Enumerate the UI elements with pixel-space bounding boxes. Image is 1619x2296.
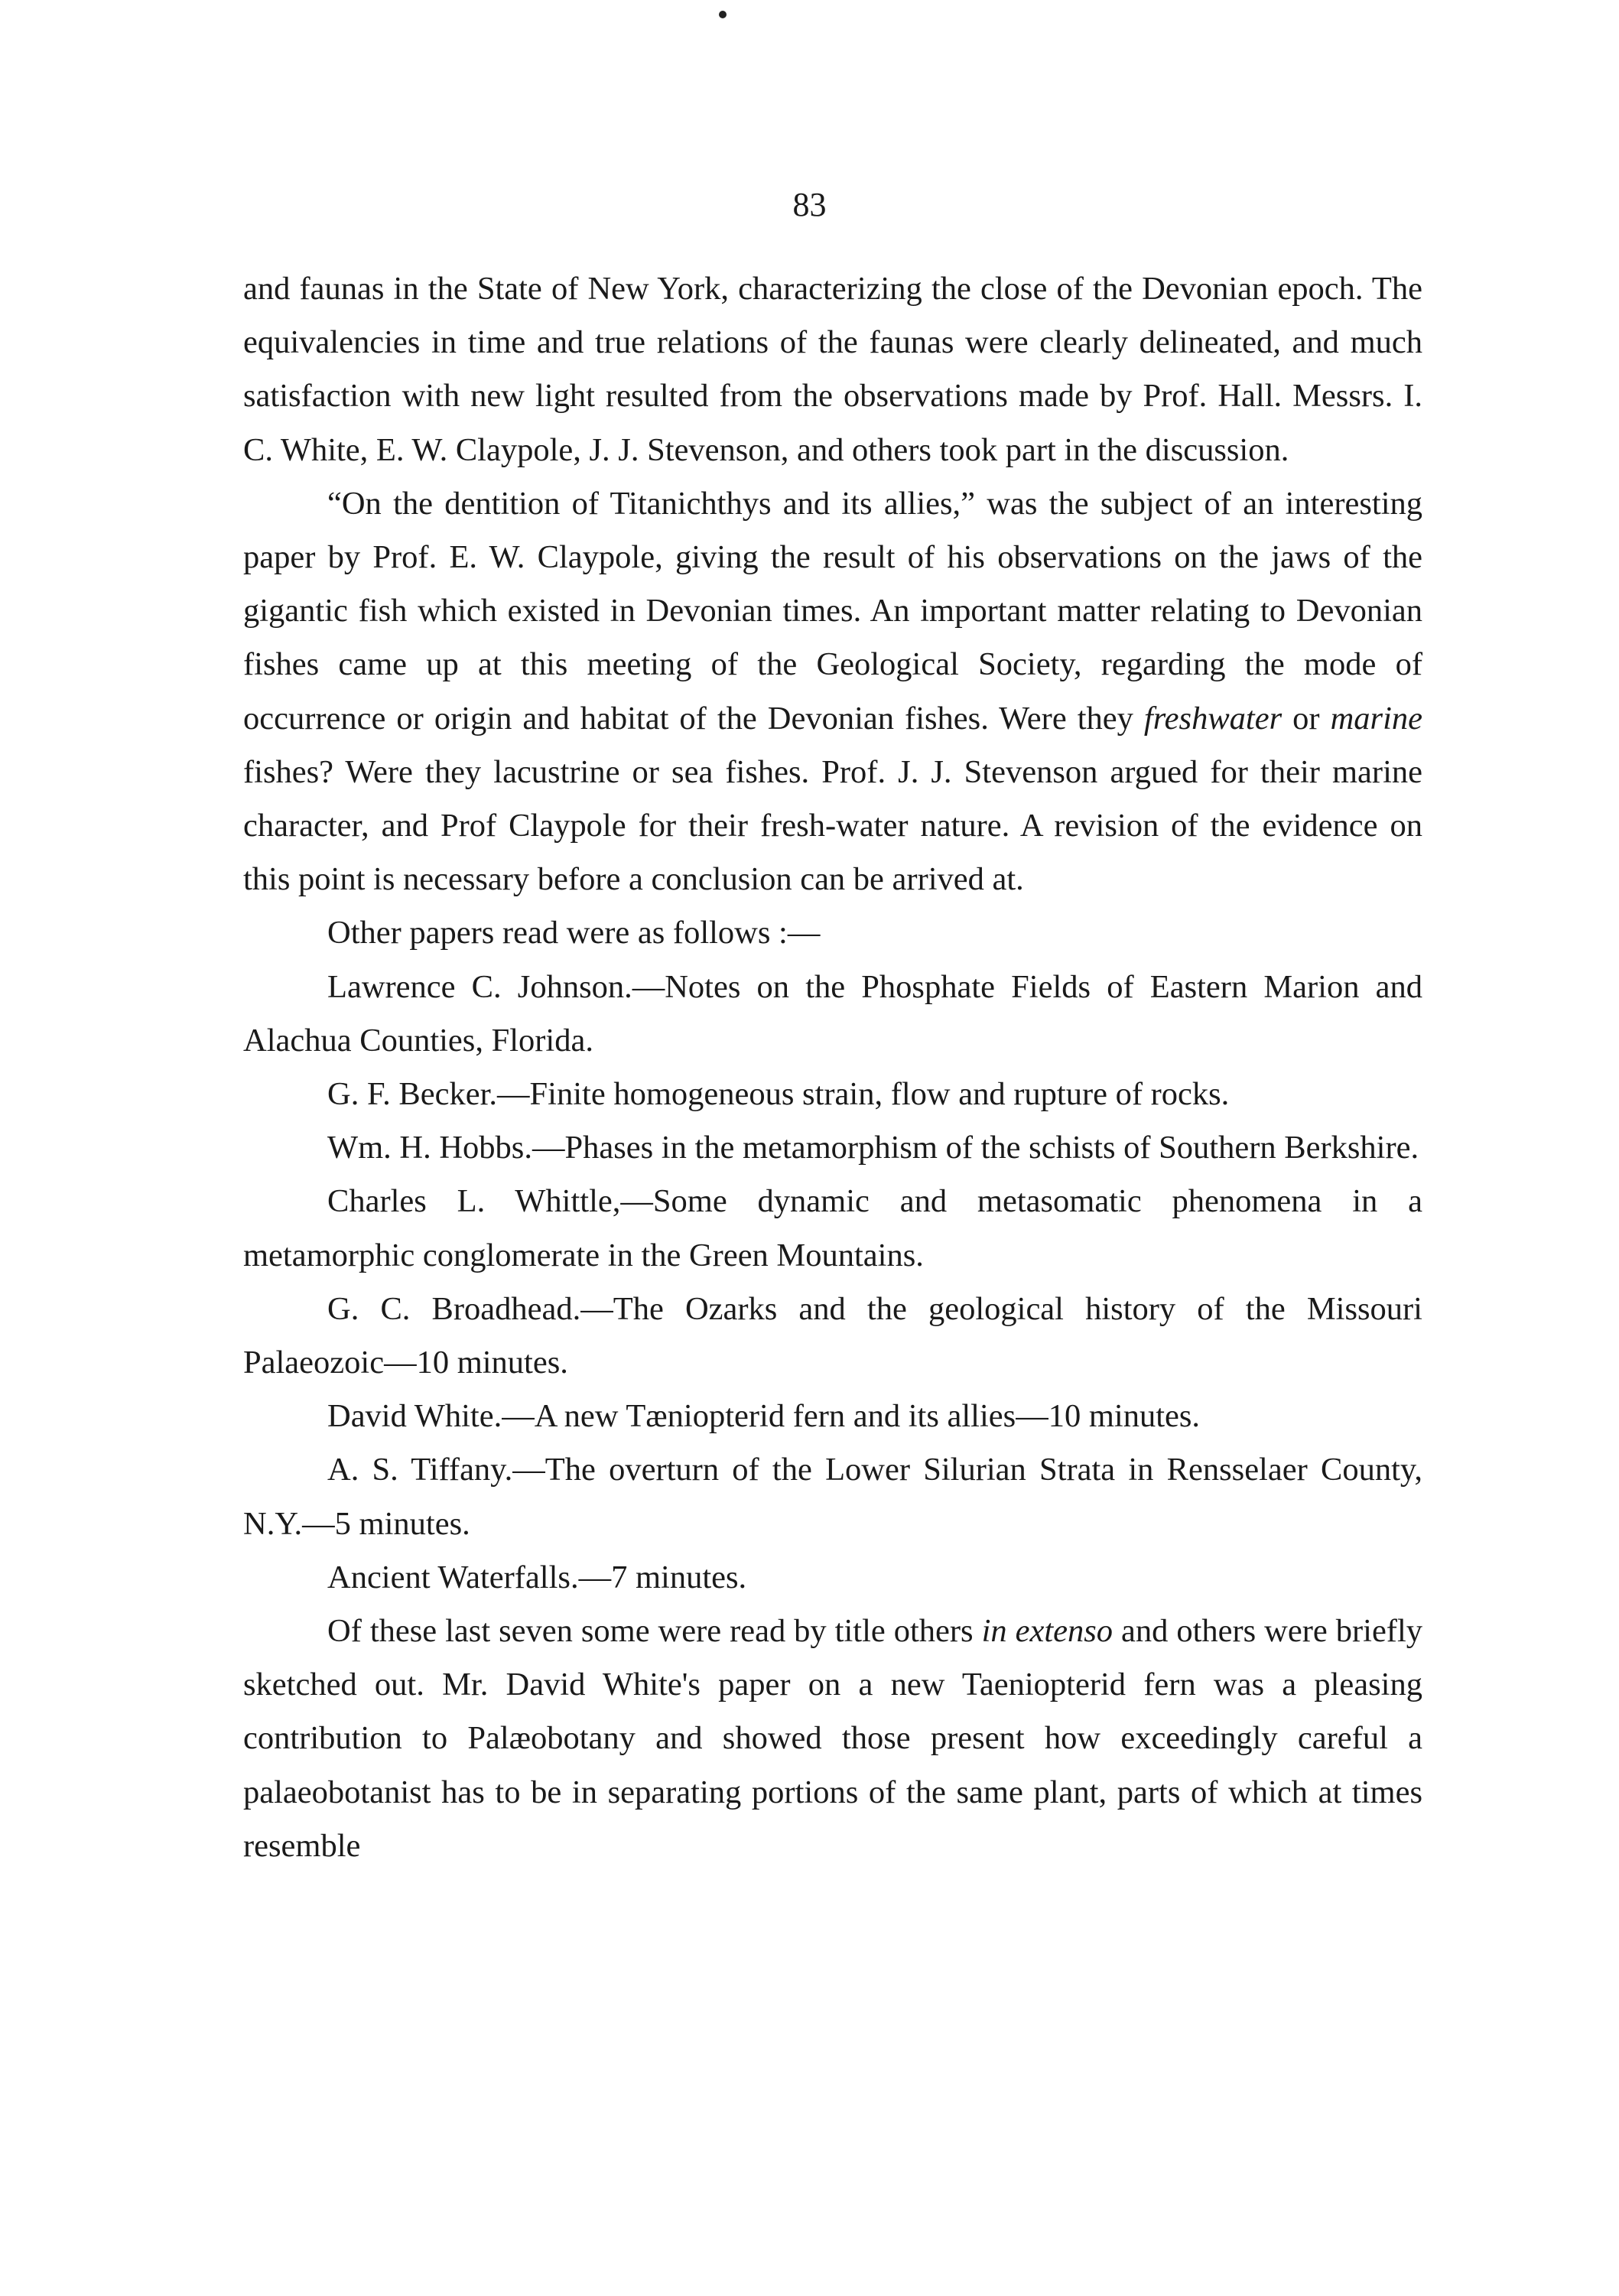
paragraph-text: G. C. Broadhead.—The Ozarks and the geological history of the Missouri Palaeozoic—10 minutes. xyxy=(243,1290,1422,1381)
paragraph-text: Ancient Waterfalls.—7 minutes. xyxy=(327,1559,747,1595)
paper-entry xyxy=(243,1551,1422,1605)
paper-entry xyxy=(243,1068,1422,1121)
paragraph-text: Lawrence C. Johnson.—Notes on the Phosphate Fields of Eastern Marion and Alachua Counties, Florida. xyxy=(243,968,1422,1059)
italic-term: in extenso xyxy=(981,1613,1113,1650)
paper-entry xyxy=(243,961,1422,1068)
paper-entry xyxy=(243,1283,1422,1390)
paragraph-text: “On the dentition of Titanichthys and its allies,” was the subject of an interesting paper by Prof. E. W. Claypole, giving the result of his observations on the jaws of the gigantic fish which existed in Devonian times. An important matter relating to Devonian fishes came up at this meeting of the Geological Society, regarding the mode of occurrence or origin and habitat of the Devonian fishes. Were they xyxy=(243,485,1422,737)
paper-entry xyxy=(243,1443,1422,1550)
paragraph-text: G. F. Becker.—Finite homogeneous strain, flow and rupture of rocks. xyxy=(327,1076,1230,1113)
body-text xyxy=(243,262,1422,1873)
paragraph-summary xyxy=(243,1605,1422,1873)
paragraph-text: and others were briefly sketched out. Mr. David White's paper on a new Taeniopterid fern was a pleasing contribution to Palæobotany and showed those present how exceedingly careful a palaeobotanist has to be in separating portions of the same plant, parts of which at times resemble xyxy=(243,1613,1423,1864)
paragraph-text: and faunas in the State of New York, characterizing the close of the Devonian epoch. The equivalencies in time and true relations of the faunas were clearly delineated, and much satisfaction with new light resulted from the observations made by Prof. Hall. Messrs. I. C. White, E. W. Claypole, J. J. Stevenson, and others took part in the discussion. xyxy=(243,271,1422,468)
paragraph-text: David White.—A new Tæniopterid fern and its allies—10 minutes. xyxy=(327,1398,1201,1435)
paragraph-text: or xyxy=(1292,700,1320,737)
paragraph-text: Wm. H. Hobbs.—Phases in the metamorphism of the schists of Southern Berkshire. xyxy=(327,1130,1419,1166)
paragraph-text: Of these last seven some were read by title others xyxy=(327,1613,974,1650)
italic-term: freshwater xyxy=(1143,700,1283,737)
paper-entry xyxy=(243,1175,1422,1282)
paper-entry xyxy=(243,1121,1422,1175)
italic-term: marine xyxy=(1330,700,1423,737)
page-number: 83 xyxy=(792,186,827,223)
ink-speck xyxy=(719,11,727,18)
paragraph-text: Other papers read were as follows :— xyxy=(327,915,821,951)
paragraph-text: A. S. Tiffany.—The overturn of the Lower Silurian Strata in Rensselaer County, N.Y.—5 minutes. xyxy=(243,1452,1422,1542)
paragraph-other-papers xyxy=(243,906,1422,960)
paragraph-text: fishes? Were they lacustrine or sea fishes. Prof. J. J. Stevenson argued for their marine character, and Prof Claypole for their fresh-water nature. A revision of the evidence on this point is necessary before a conclusion can be arrived at. xyxy=(243,753,1422,898)
paragraph-titanichthys xyxy=(243,477,1422,907)
paper-entry xyxy=(243,1390,1422,1443)
paragraph-text: Charles L. Whittle,—Some dynamic and metasomatic phenomena in a metamorphic conglomerate in the Green Mountains. xyxy=(243,1183,1422,1273)
paragraph-continuation xyxy=(243,262,1422,477)
